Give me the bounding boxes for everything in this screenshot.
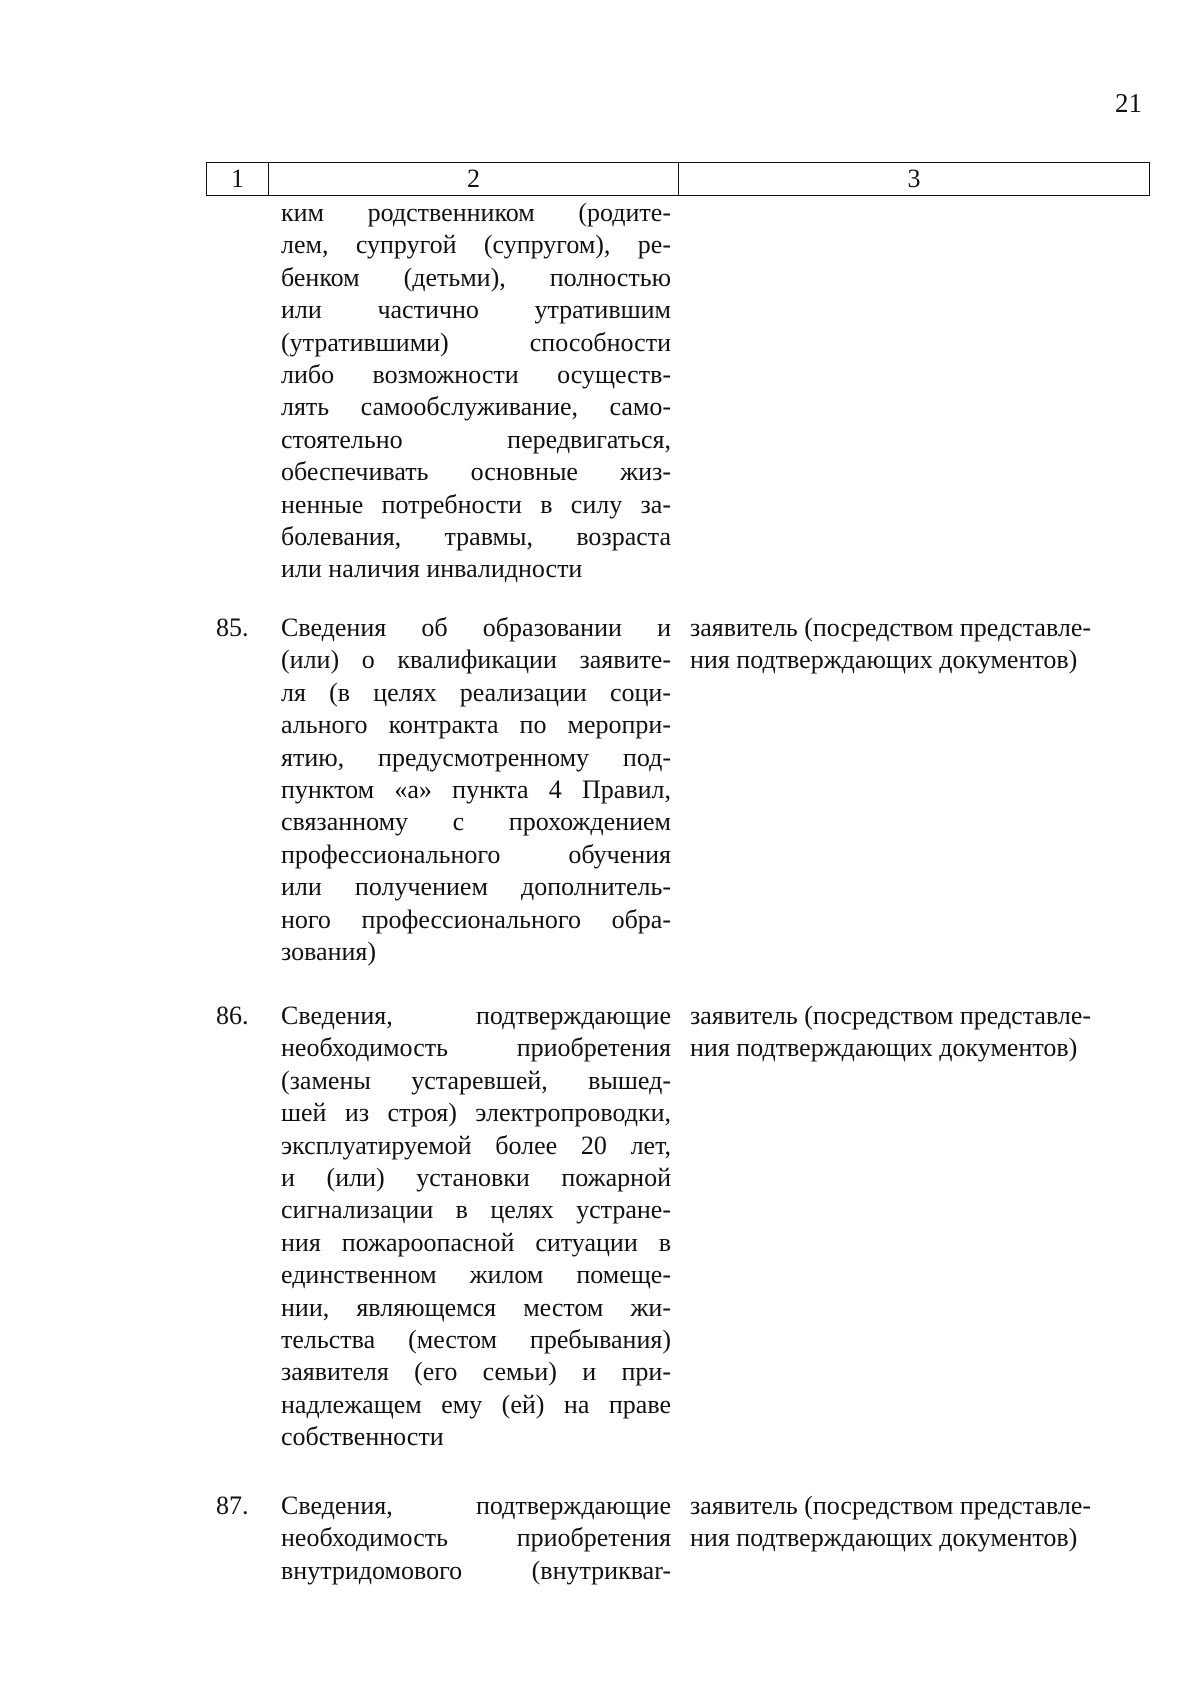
text-line: необходимость приобретения xyxy=(281,1523,671,1553)
text-line: собственности xyxy=(281,1422,444,1452)
text-line: профессионального обучения xyxy=(281,839,671,869)
page-number: 21 xyxy=(1115,88,1142,118)
text-line: ния подтверждающих документов) xyxy=(690,645,1078,675)
text-line: единственном жилом помеще- xyxy=(281,1260,671,1290)
text-line: лем, супругой (супругом), ре- xyxy=(281,230,671,260)
text-line: зования) xyxy=(281,937,377,967)
text-line: болевания, травмы, возраста xyxy=(281,522,671,552)
entry-description xyxy=(281,1000,671,1454)
text-line: ния пожароопасной ситуации в xyxy=(281,1227,671,1257)
text-line: ля (в целях реализации соци- xyxy=(281,677,671,707)
text-line: заявитель (посредством представле- xyxy=(690,613,1092,642)
text-line: шей из строя) электропроводки, xyxy=(281,1098,671,1128)
text-line: заявитель (посредством представле- xyxy=(690,1491,1092,1520)
entry-number: 87. xyxy=(216,1491,249,1520)
text-line: (утратившими) способности xyxy=(281,327,671,357)
text-line: ненные потребности в силу за- xyxy=(281,489,671,519)
entry-description xyxy=(281,1490,671,1587)
text-line: Сведения об образовании и xyxy=(281,613,671,642)
text-line: ния подтверждающих документов) xyxy=(690,1523,1078,1553)
text-line: или получением дополнитель- xyxy=(281,872,671,902)
text-line: заявитель (посредством представле- xyxy=(690,1001,1092,1030)
text-line: ким родственником (родите- xyxy=(281,198,671,227)
entry-number: 86. xyxy=(216,1001,249,1030)
text-line: пунктом «а» пункта 4 Правил, xyxy=(281,775,671,805)
entry-number: 85. xyxy=(216,613,249,642)
continuation-text xyxy=(281,197,671,586)
column-header-row xyxy=(207,163,1150,196)
entry-description xyxy=(281,612,671,968)
text-line: Сведения, подтверждающие xyxy=(281,1491,671,1520)
text-line: эксплуатируемой более 20 лет, xyxy=(281,1130,671,1160)
column-header-table xyxy=(206,162,1150,196)
entry-source xyxy=(690,1490,1160,1555)
text-line: стоятельно передвигаться, xyxy=(281,424,671,454)
text-line: тельства (местом пребывания) xyxy=(281,1325,671,1355)
text-line: (или) о квалификации заявите- xyxy=(281,645,671,675)
text-line: ния подтверждающих документов) xyxy=(690,1033,1078,1063)
text-line: внутридомового (внутрикваr- xyxy=(281,1555,671,1585)
text-line: необходимость приобретения xyxy=(281,1033,671,1063)
text-line: лять самообслуживание, само- xyxy=(281,392,671,422)
text-line: (замены устаревшей, вышед- xyxy=(281,1065,671,1095)
text-line: и (или) установки пожарной xyxy=(281,1163,671,1193)
entry-source xyxy=(690,1000,1160,1065)
entry-source xyxy=(690,612,1160,677)
text-line: ального контракта по меропри- xyxy=(281,710,671,740)
text-line: обеспечивать основные жиз- xyxy=(281,457,671,487)
text-line: заявителя (его семьи) и при- xyxy=(281,1357,671,1387)
text-line: либо возможности осуществ- xyxy=(281,360,671,390)
text-line: бенком (детьми), полностью xyxy=(281,262,671,292)
text-line: нии, являющемся местом жи- xyxy=(281,1292,671,1322)
text-line: надлежащем ему (ей) на праве xyxy=(281,1389,671,1419)
column-header-3: 3 xyxy=(679,163,1150,196)
column-header-1: 1 xyxy=(207,163,269,196)
column-header-2: 2 xyxy=(269,163,679,196)
text-line: или наличия инвалидности xyxy=(281,554,583,584)
text-line: ного профессионального обра- xyxy=(281,904,671,934)
text-line: связанному с прохождением xyxy=(281,807,671,837)
text-line: или частично утратившим xyxy=(281,295,671,325)
text-line: Сведения, подтверждающие xyxy=(281,1001,671,1030)
text-line: сигнализации в целях устране- xyxy=(281,1195,671,1225)
text-line: ятию, предусмотренному под- xyxy=(281,742,671,772)
